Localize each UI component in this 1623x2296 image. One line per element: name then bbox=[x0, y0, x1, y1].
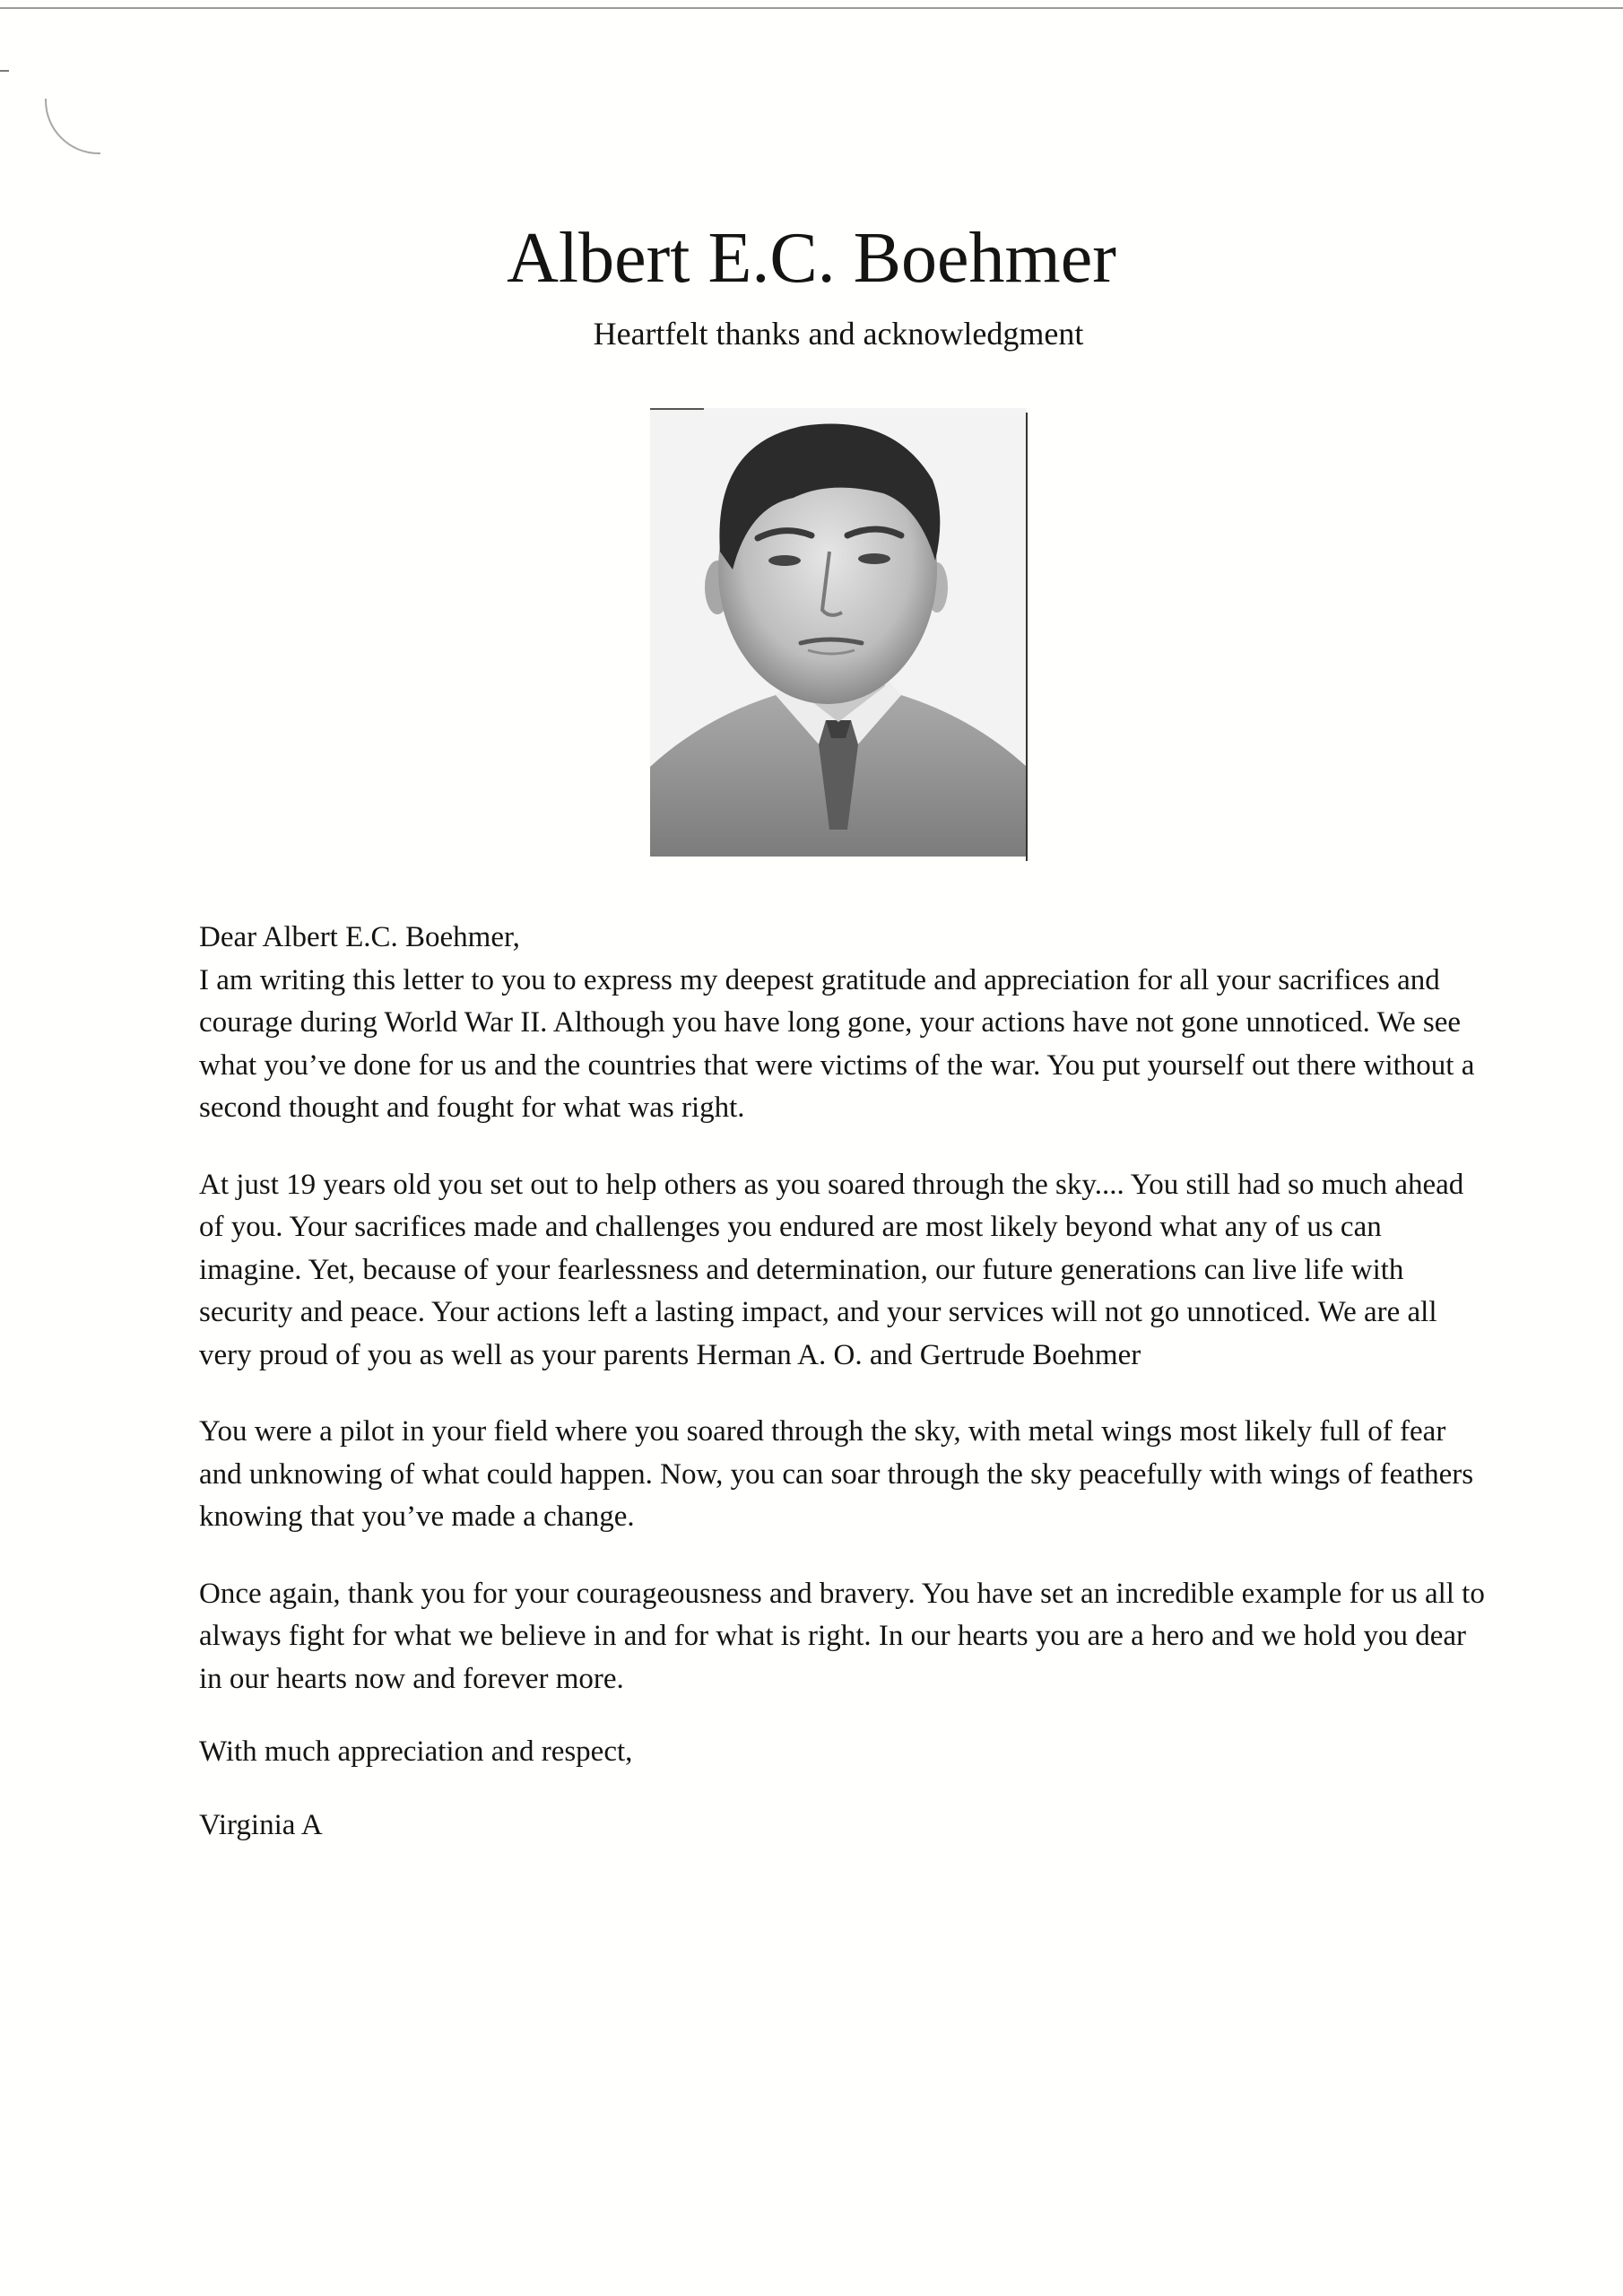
scan-tick-mark bbox=[0, 70, 9, 72]
letter-paragraph-2: At just 19 years old you set out to help others as you soared through the sky.... You still had so much ahead of you. Your sacrifices made and challenges you endured are most likely beyond what any of us can imagine. Yet, because of your fearlessness and determination, our future generations can live life with security and peace. Your actions left a lasting impact, and your services will not go unnoticed. We are all very proud of you as well as your parents Herman A. O. and Gertrude Boehmer bbox=[199, 1168, 1464, 1371]
letter-paragraph-4: Once again, thank you for your courageousness and bravery. You have set an incredible example for us all to always fight for what we believe in and for what is right. In our hearts you are a hero and we hold you dear in our hearts now and forever more. bbox=[199, 1577, 1485, 1695]
letter-paragraph-1: I am writing this letter to you to express my deepest gratitude and appreciation for all your sacrifices and courage during World War II. Although you have long gone, your actions have not gone unnoticed. We see what you’ve done for us and the countries that were victims of the war. You put yourself out there without a second thought and fought for what was right. bbox=[199, 963, 1475, 1124]
page-title: Albert E.C. Boehmer bbox=[507, 219, 1116, 298]
scan-corner-mark bbox=[45, 99, 100, 154]
letter-closing: With much appreciation and respect, bbox=[199, 1735, 633, 1768]
page-subtitle: Heartfelt thanks and acknowledgment bbox=[593, 316, 1084, 352]
photo-edge-line bbox=[650, 408, 704, 410]
letter-signature: Virginia A bbox=[199, 1808, 323, 1841]
letter-paragraph-3: You were a pilot in your field where you soared through the sky, with metal wings most likely full of fear and unknowing of what could happen. Now, you can soar through the sky peacefully with wings of feathers knowing that you’ve made a change. bbox=[199, 1415, 1474, 1533]
portrait-photo bbox=[650, 408, 1027, 857]
scan-edge-line bbox=[0, 7, 1623, 9]
photo-edge-line-vertical bbox=[1026, 413, 1028, 861]
letter-body bbox=[199, 917, 1490, 1847]
letter-salutation: Dear Albert E.C. Boehmer, bbox=[199, 921, 520, 953]
